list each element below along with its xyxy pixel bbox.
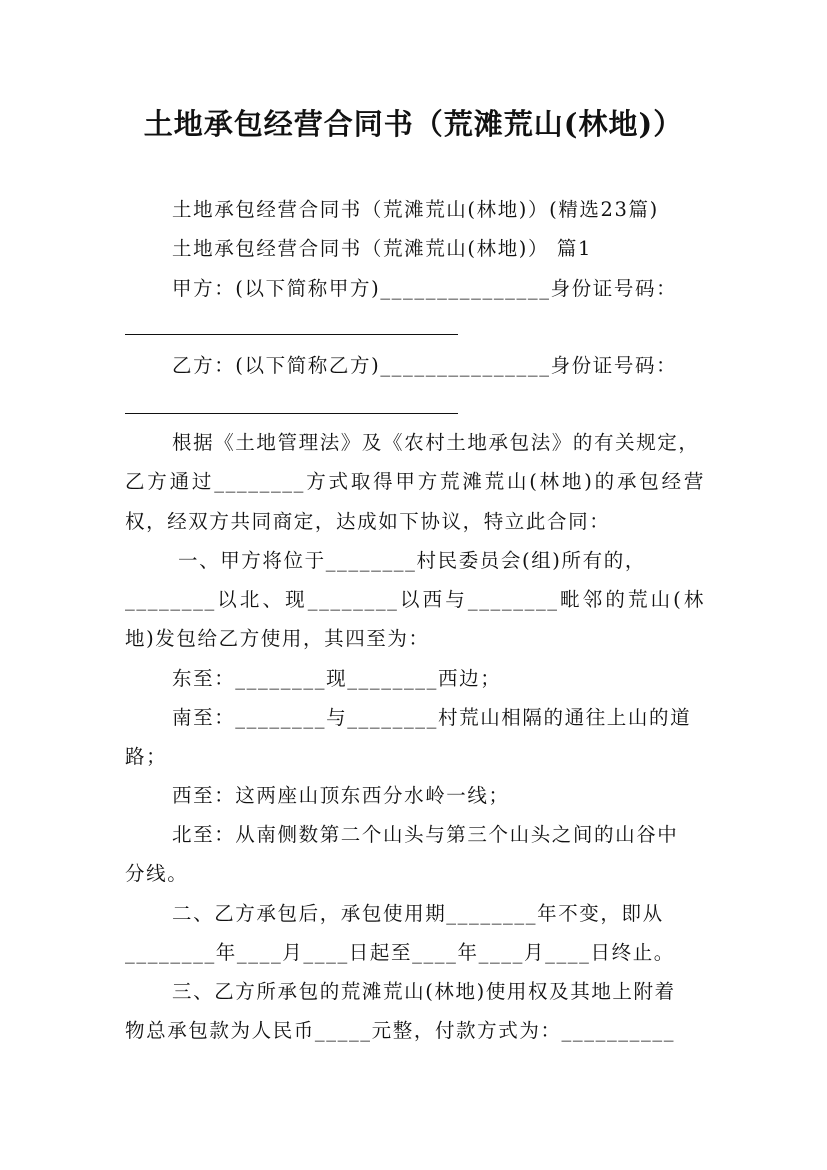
clause-3-line: 物总承包款为人民币_____元整，付款方式为：__________ xyxy=(125,1019,676,1042)
party-a-line: 甲方：(以下简称甲方)_______________身份证号码： xyxy=(172,277,678,300)
boundary-south-cont: 路； xyxy=(125,745,168,768)
paragraph-line: 根据《土地管理法》及《农村土地承包法》的有关规定， xyxy=(172,431,700,454)
clause-1-line: 地)发包给乙方使用，其四至为： xyxy=(125,627,430,650)
subtitle-collection: 土地承包经营合同书（荒滩荒山(林地)）(精选23篇) xyxy=(172,198,659,221)
party-a-id-blank xyxy=(125,334,458,335)
clause-2-line: 二、乙方承包后，承包使用期________年不变，即从 xyxy=(172,902,664,925)
boundary-north: 北至：从南侧数第二个山头与第三个山头之间的山谷中 xyxy=(172,823,679,846)
boundary-north-cont: 分线。 xyxy=(125,862,189,885)
clause-3-line: 三、乙方所承包的荒滩荒山(林地)使用权及其地上附着 xyxy=(172,980,676,1003)
boundary-south: 南至：________与________村荒山相隔的通往上山的道 xyxy=(172,706,692,729)
clause-1-line: ________以北、现________以西与________毗邻的荒山(林 xyxy=(125,588,705,611)
party-b-line: 乙方：(以下简称乙方)_______________身份证号码： xyxy=(172,354,678,377)
subtitle-article-1: 土地承包经营合同书（荒滩荒山(林地)） 篇1 xyxy=(172,237,593,260)
boundary-west: 西至：这两座山顶东西分水岭一线； xyxy=(172,784,510,807)
boundary-east: 东至：________现________西边； xyxy=(172,667,502,690)
clause-2-line: ________年____月____日起至____年____月____日终止。 xyxy=(125,941,675,964)
clause-1-line: 一、甲方将位于________村民委员会(组)所有的， xyxy=(178,549,646,572)
paragraph-line: 乙方通过________方式取得甲方荒滩荒山(林地)的承包经营 xyxy=(125,470,705,493)
paragraph-line: 权，经双方共同商定，达成如下协议，特立此合同： xyxy=(125,510,611,533)
document-title: 土地承包经营合同书（荒滩荒山(林地)） xyxy=(143,107,684,141)
party-b-id-blank xyxy=(125,413,458,414)
